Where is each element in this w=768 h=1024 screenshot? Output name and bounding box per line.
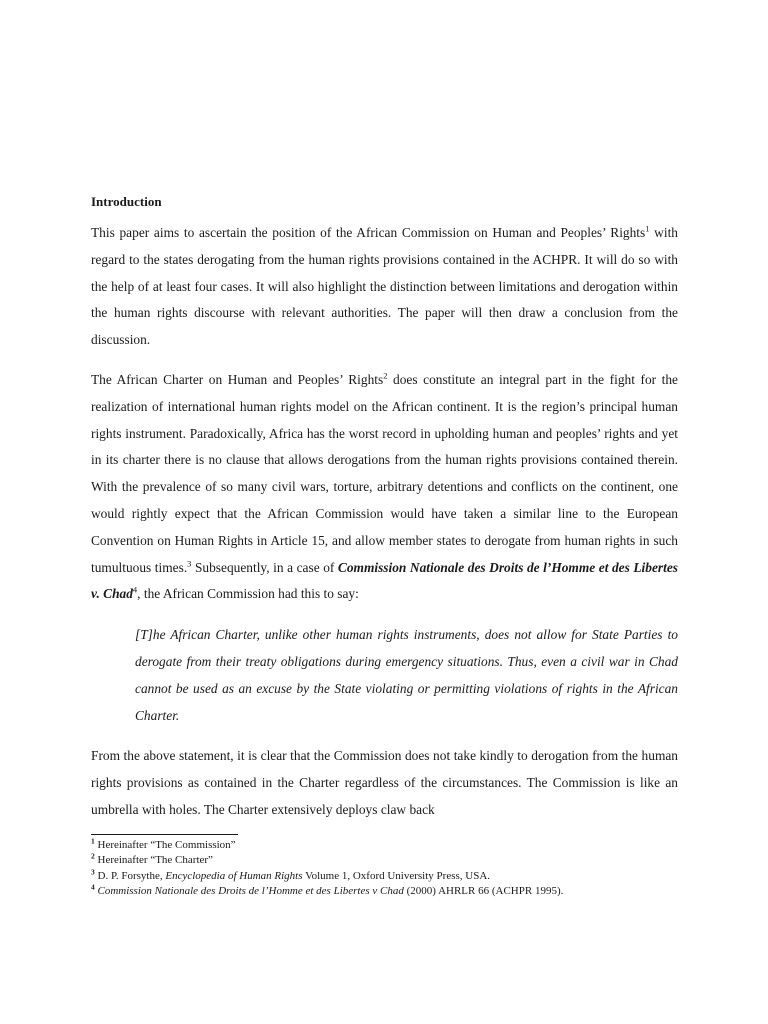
footnote-text: Hereinafter “The Charter” xyxy=(94,854,213,867)
footnote-text: Hereinafter “The Commission” xyxy=(94,838,236,851)
footnotes xyxy=(91,838,678,900)
footnote-1 xyxy=(91,838,678,854)
section-heading: Introduction xyxy=(91,194,162,209)
case-name: Commission Nationale des Droits de l’Homme et des Libertes v. Chad xyxy=(91,559,678,602)
footnote-number: 2 xyxy=(91,851,95,861)
footnote-title: Commission Nationale des Droits de l’Homme et des Libertes v Chad xyxy=(97,885,404,898)
paragraph-text: with regard to the states derogating from the human rights provisions contained in the ACHPR. It will do so with the help of at least four cases. It will also highlight the distinction between limitations and derogation within the human rights discourse with relevant authorities. The paper will then draw a conclusion from the discussion. xyxy=(91,225,678,348)
footnote-text: (2000) AHRLR 66 (ACHPR 1995). xyxy=(403,885,564,898)
footnote-ref[interactable]: 2 xyxy=(383,370,388,381)
footnote-number: 3 xyxy=(91,867,95,877)
paragraph-text: does constitute an integral part in the fight for the realization of international human rights model on the African continent. It is the region’s principal human rights instrument. Paradoxically, Africa has the worst record in upholding human and peoples’ rights and yet in its charter there is no clause that allows derogations from the human rights provisions contained therein. With the prevalence of so many civil wars, torture, arbitrary detentions and conflicts on the continent, one would rightly expect that the African Commission would have taken a similar line to the European Convention on Human Rights in Article 15, and allow member states to derogate from human rights in such tumultuous times. xyxy=(91,371,679,575)
footnote-4 xyxy=(91,884,678,900)
footnote-2 xyxy=(91,853,678,869)
footnote-ref[interactable]: 1 xyxy=(645,223,650,234)
footnote-ref[interactable]: 3 xyxy=(187,558,192,569)
paragraph-intro xyxy=(91,220,678,354)
block-quote: [T]he African Charter, unlike other human rights instruments, does not allow for State Parties to derogate from their treaty obligations during emergency situations. Thus, even a civil war in Chad cannot be used as an excuse by the State violating or permitting violations of rights in the African Charter. xyxy=(135,627,678,723)
paragraph-text: , the African Commission had this to say: xyxy=(137,586,359,602)
footnote-text: Volume 1, Oxford University Press, USA. xyxy=(302,869,491,882)
footnote-divider xyxy=(91,834,238,835)
paragraph-analysis: From the above statement, it is clear that the Commission does not take kindly to derogation from the human rights provisions as contained in the Charter regardless of the circumstances. The Commission is like an umbrella with holes. The Charter extensively deploys claw back xyxy=(91,748,678,817)
paragraph-text: This paper aims to ascertain the position of the African Commission on Human and Peoples’ Rights xyxy=(91,225,646,240)
footnote-text: D. P. Forsythe, xyxy=(94,869,166,882)
footnote-title: Encyclopedia of Human Rights xyxy=(165,869,303,882)
footnote-number: 4 xyxy=(91,882,95,892)
footnote-number: 1 xyxy=(91,836,95,846)
paragraph-text: Subsequently, in a case of xyxy=(191,559,338,575)
footnote-ref[interactable]: 4 xyxy=(132,584,138,595)
paragraph-text: The African Charter on Human and Peoples’ Rights xyxy=(91,371,384,387)
paragraph-charter xyxy=(91,367,678,608)
footnote-3 xyxy=(91,869,678,885)
